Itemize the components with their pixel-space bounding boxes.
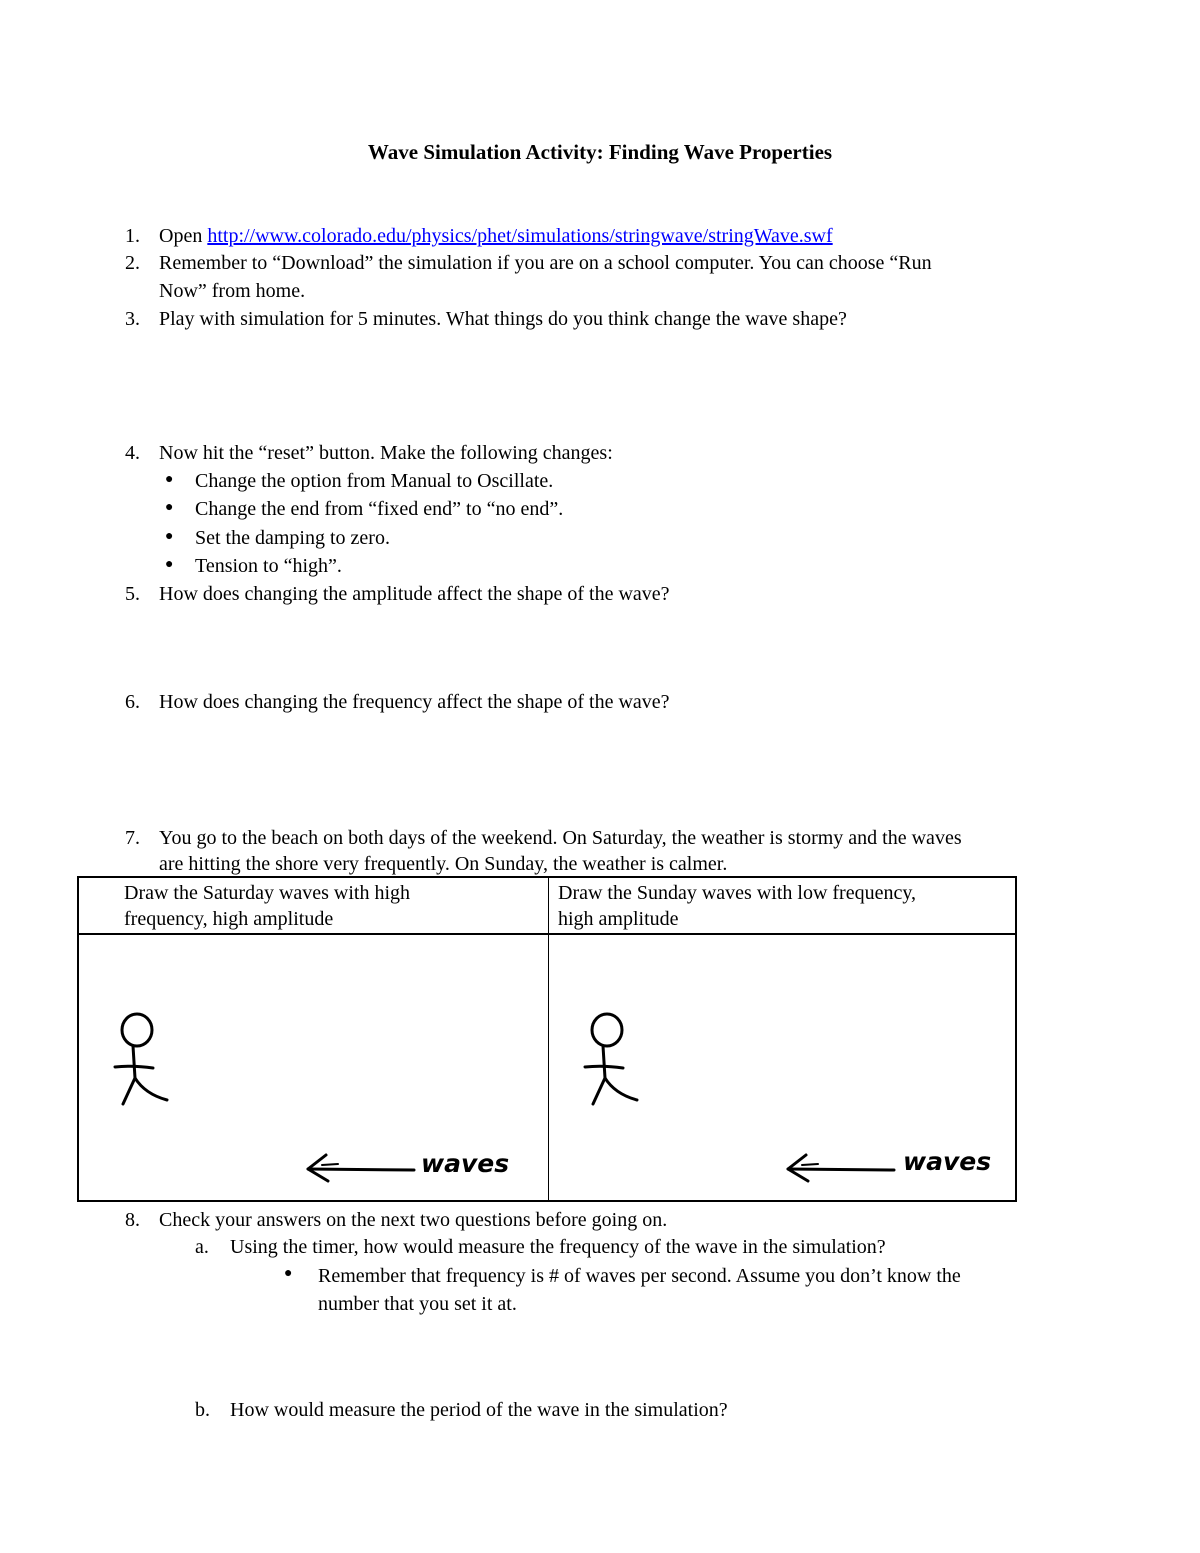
saturday-header-line-1: Draw the Saturday waves with high (124, 882, 411, 904)
simulation-link[interactable]: http://www.colorado.edu/physics/phet/simulations/stringwave/stringWave.swf (207, 225, 833, 247)
bullet-dot: ● (165, 557, 174, 572)
item-6-text: How does changing the frequency affect the shape of the wave? (159, 691, 670, 713)
item-8a-label: a. (195, 1236, 209, 1258)
item-4-bullet: Set the damping to zero. (195, 527, 390, 549)
item-1-number: 1. (125, 225, 140, 247)
item-5-number: 5. (125, 583, 140, 605)
item-7-line-2: are hitting the shore very frequently. On Sunday, the weather is calmer. (159, 853, 728, 875)
stick-figure-icon (109, 1010, 179, 1140)
arrow-left-icon (784, 1147, 904, 1183)
item-7-line-1: You go to the beach on both days of the weekend. On Saturday, the weather is stormy and the waves (159, 827, 962, 849)
item-8a-text: Using the timer, how would measure the frequency of the wave in the simulation? (230, 1236, 886, 1258)
item-8-text: Check your answers on the next two questions before going on. (159, 1209, 668, 1231)
item-8b-label: b. (195, 1399, 210, 1421)
item-4-bullet: Change the option from Manual to Oscillate. (195, 470, 554, 492)
drawing-table (77, 876, 1017, 1202)
stick-figure-icon (579, 1010, 649, 1140)
item-8a-bullet-line-2: number that you set it at. (318, 1293, 517, 1315)
waves-label: waves (421, 1149, 510, 1178)
item-8-number: 8. (125, 1209, 140, 1231)
sunday-drawing-area[interactable] (549, 935, 1015, 1200)
item-4-number: 4. (125, 442, 140, 464)
item-8b-text: How would measure the period of the wave in the simulation? (230, 1399, 728, 1421)
page-title: Wave Simulation Activity: Finding Wave Properties (367, 140, 833, 164)
item-7-number: 7. (125, 827, 140, 849)
item-6-number: 6. (125, 691, 140, 713)
bullet-dot: ● (165, 529, 174, 544)
item-2-line-1: Remember to “Download” the simulation if you are on a school computer. You can choose “Run (159, 252, 932, 274)
sunday-header (558, 880, 916, 932)
item-4-bullet: Tension to “high”. (195, 555, 342, 577)
sunday-header-line-1: Draw the Sunday waves with low frequency, (558, 882, 917, 904)
item-4-text: Now hit the “reset” button. Make the following changes: (159, 442, 613, 464)
waves-label: waves (903, 1147, 992, 1176)
item-4-bullet: Change the end from “fixed end” to “no end”. (195, 498, 564, 520)
item-5-text: How does changing the amplitude affect the shape of the wave? (159, 583, 670, 605)
item-1-text: Open (159, 225, 208, 247)
bullet-dot: ● (165, 500, 174, 515)
saturday-header-line-2: frequency, high amplitude (124, 908, 334, 930)
item-3-number: 3. (125, 308, 140, 330)
item-3-text: Play with simulation for 5 minutes. What things do you think change the wave shape? (159, 308, 847, 330)
arrow-left-icon (304, 1147, 424, 1183)
item-2-number: 2. (125, 252, 140, 274)
saturday-header (124, 880, 410, 932)
sunday-header-line-2: high amplitude (558, 908, 679, 930)
bullet-dot: ● (165, 472, 174, 487)
item-1 (159, 222, 833, 250)
bullet-dot: ● (284, 1266, 293, 1281)
item-2-line-2: Now” from home. (159, 280, 306, 302)
saturday-drawing-area[interactable] (79, 935, 548, 1200)
item-8a-bullet-line-1: Remember that frequency is # of waves per second. Assume you don’t know the (318, 1265, 961, 1287)
